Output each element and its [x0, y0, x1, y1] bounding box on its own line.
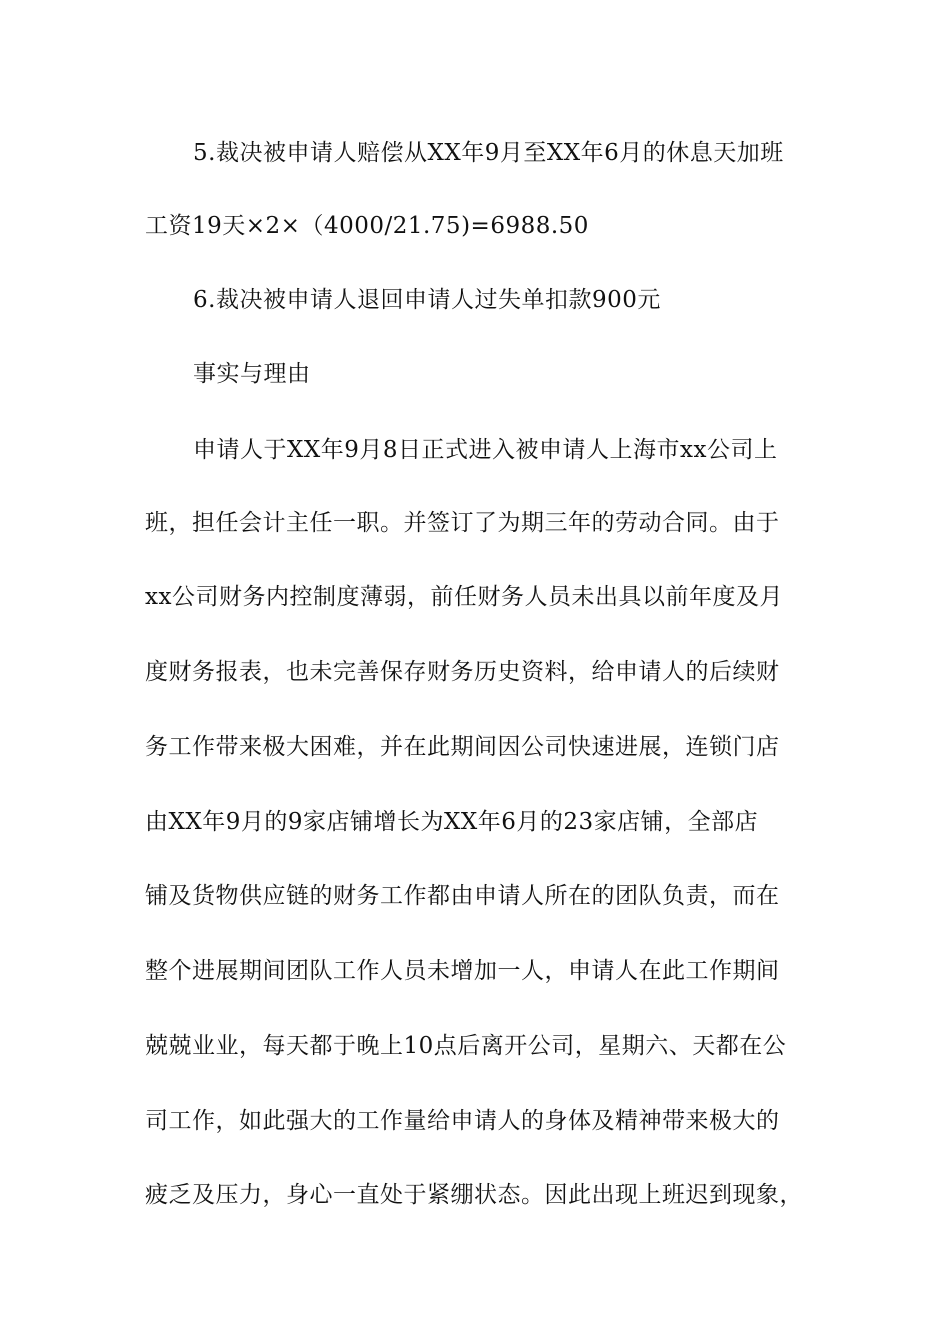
text-line: 整个进展期间团队工作人员未增加一人，申请人在此工作期间 [145, 958, 780, 984]
text-line: 疲乏及压力，身心一直处于紧绷状态。因此出现上班迟到现象， [145, 1182, 803, 1208]
text-line: 铺及货物供应链的财务工作都由申请人所在的团队负责，而在 [145, 883, 780, 909]
text-line: 司工作，如此强大的工作量给申请人的身体及精神带来极大的 [145, 1108, 780, 1134]
text-line-claim-5-cont: 工资19天×2×（4000/21.75)=6988.50 [145, 213, 589, 239]
text-line: xx公司财务内控制度薄弱，前任财务人员未出具以前年度及月 [145, 584, 783, 610]
text-line-claim-6: 6.裁决被申请人退回申请人过失单扣款900元 [193, 287, 661, 313]
text-line: 申请人于XX年9月8日正式进入被申请人上海市xx公司上 [193, 437, 778, 463]
section-heading-facts: 事实与理由 [193, 361, 311, 387]
text-line: 务工作带来极大困难，并在此期间因公司快速进展，连锁门店 [145, 734, 780, 760]
text-line-claim-5: 5.裁决被申请人赔偿从XX年9月至XX年6月的休息天加班 [193, 140, 784, 166]
text-line: 由XX年9月的9家店铺增长为XX年6月的23家店铺，全部店 [145, 809, 759, 835]
text-line: 班，担任会计主任一职。并签订了为期三年的劳动合同。由于 [145, 510, 780, 536]
text-line: 兢兢业业，每天都于晚上10点后离开公司，星期六、天都在公 [145, 1033, 787, 1059]
text-line: 度财务报表，也未完善保存财务历史资料，给申请人的后续财 [145, 659, 780, 685]
